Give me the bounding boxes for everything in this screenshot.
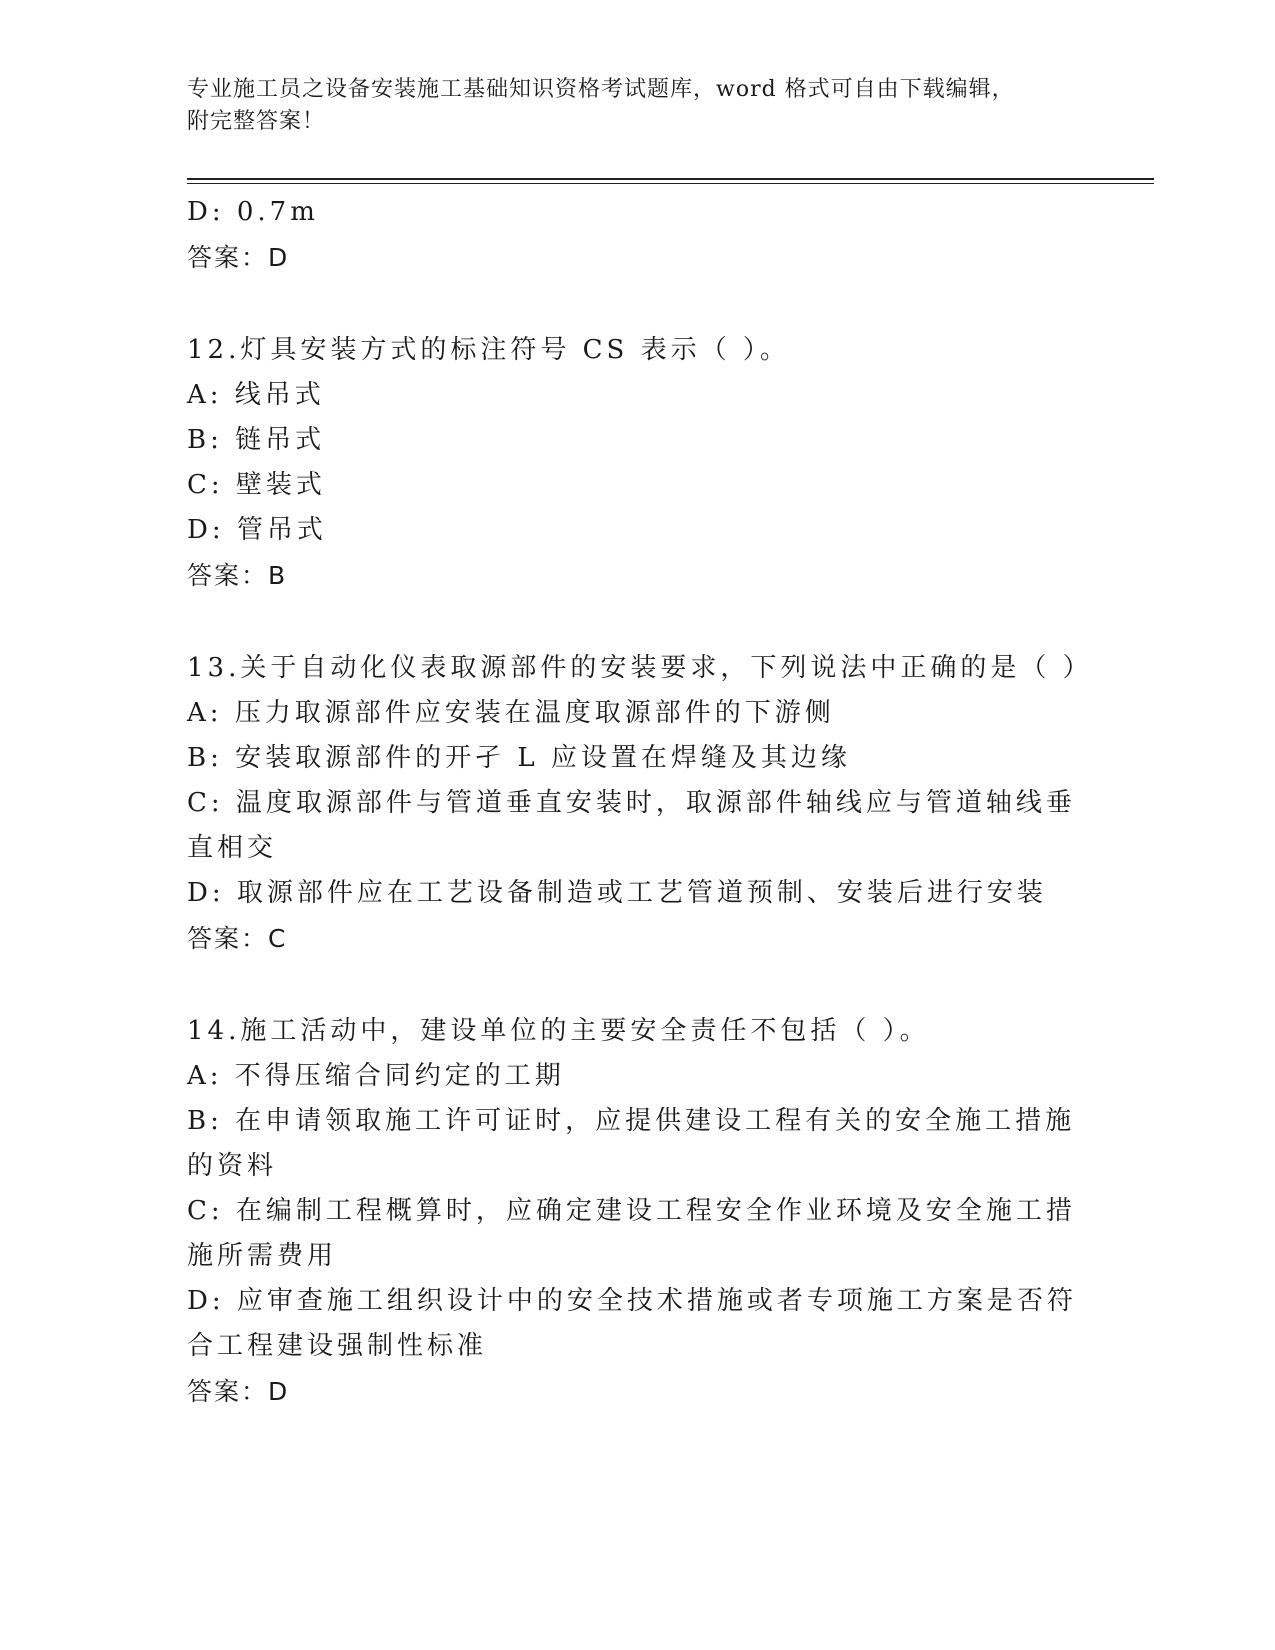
- header-divider-thin: [187, 183, 1154, 184]
- document-header: [187, 74, 1087, 138]
- header-divider-thick: [187, 178, 1154, 180]
- option-a: A: 不得压缩合同约定的工期: [187, 1061, 565, 1091]
- question-stem: 13.关于自动化仪表取源部件的安装要求，下列说法中正确的是（ ）: [187, 653, 1093, 683]
- question-14: [187, 1009, 1087, 1414]
- question-content: [187, 190, 1093, 1414]
- answer-line: 答案：B: [187, 561, 288, 590]
- answer-line: 答案：D: [187, 1377, 290, 1406]
- option-a: A: 压力取源部件应安装在温度取源部件的下游侧: [187, 698, 835, 728]
- previous-question-tail: [187, 190, 1087, 280]
- header-line-1: 专业施工员之设备安装施工基础知识资格考试题库，word 格式可自由下载编辑，: [187, 77, 1015, 102]
- answer-line: 答案：D: [187, 243, 290, 272]
- option-c: C: 壁装式: [187, 470, 326, 500]
- answer-line: 答案：C: [187, 924, 288, 953]
- spacer: [187, 598, 1087, 646]
- question-stem: 12.灯具安装方式的标注符号 CS 表示（ ）。: [187, 335, 790, 365]
- header-line-2: 附完整答案！: [187, 109, 326, 134]
- question-stem: 14.施工活动中，建设单位的主要安全责任不包括（ ）。: [187, 1016, 930, 1046]
- option-b: B: 安装取源部件的开孑 L 应设置在焊缝及其边缘: [187, 743, 851, 773]
- spacer: [187, 280, 1087, 328]
- option-d: D: 0.7m: [187, 197, 319, 227]
- option-c: C: 温度取源部件与管道垂直安装时，取源部件轴线应与管道轴线垂直相交: [187, 788, 1076, 863]
- option-b: B: 在申请领取施工许可证时，应提供建设工程有关的安全施工措施的资料: [187, 1106, 1076, 1181]
- option-c: C: 在编制工程概算时，应确定建设工程安全作业环境及安全施工措施所需费用: [187, 1196, 1076, 1271]
- question-13: [187, 646, 1093, 961]
- option-b: B: 链吊式: [187, 425, 326, 455]
- spacer: [187, 961, 1087, 1009]
- option-d: D: 取源部件应在工艺设备制造或工艺管道预制、安装后进行安装: [187, 878, 1047, 908]
- option-a: A: 线吊式: [187, 380, 325, 410]
- option-d: D: 管吊式: [187, 515, 327, 545]
- question-12: [187, 328, 1087, 598]
- option-d: D: 应审查施工组织设计中的安全技术措施或者专项施工方案是否符合工程建设强制性标准: [187, 1286, 1077, 1361]
